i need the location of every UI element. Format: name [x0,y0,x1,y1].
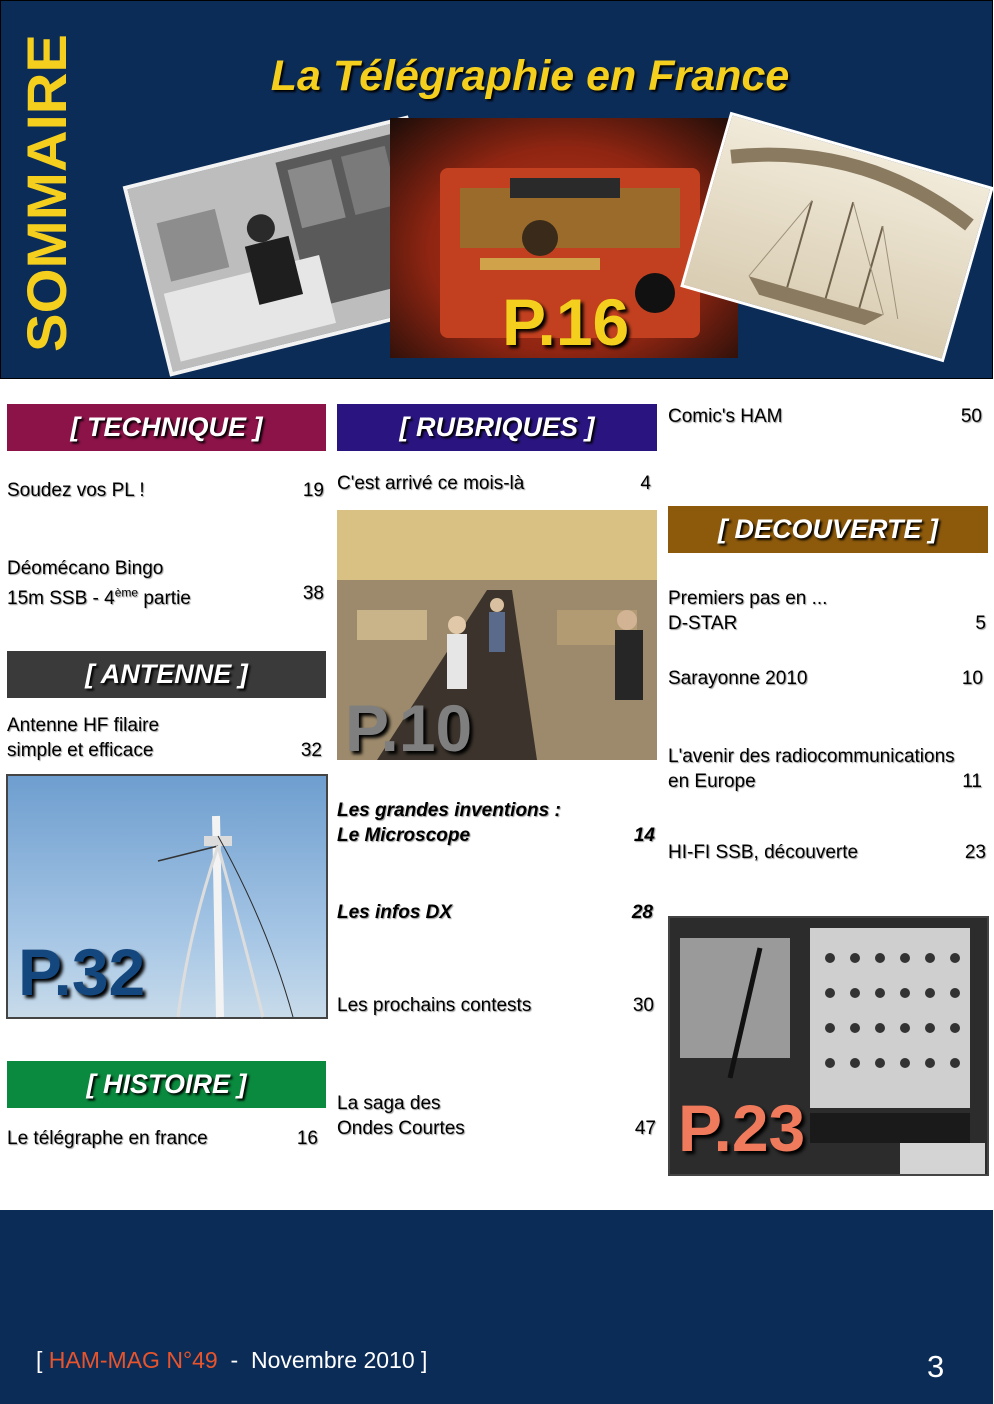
magazine-issue: HAM-MAG N°49 [48,1347,218,1373]
entry-title: C'est arrivé ce mois-là [337,473,525,494]
radio-rack-photo [668,916,989,1176]
entry-title [7,556,191,611]
entry-title: Le télégraphe en france [7,1128,208,1149]
entry-page: 23 [964,842,986,863]
toc-entry[interactable] [668,744,982,794]
entry-title: Les infos DX [337,902,453,923]
entry-title: Premiers pas en ... D-STAR [668,588,828,634]
entry-title: Les prochains contests [337,995,532,1016]
entry-title: Soudez vos PL ! [7,480,145,501]
main-title: La Télégraphie en France [270,52,790,100]
entry-page: 47 [634,1118,656,1139]
entry-page: 11 [962,771,982,792]
decouverte-header: [ DECOUVERTE ] [668,506,988,553]
antenne-page-reference: P.32 [18,935,146,1009]
entry-title: Sarayonne 2010 [668,668,808,689]
entry-title: L'avenir des radiocommunications en Europe [668,746,955,792]
toc-entry[interactable] [337,900,653,925]
radio-fair-hall-photo [337,510,657,765]
toc-entry[interactable] [337,798,655,848]
entry-title: Les grandes inventions : Le Microscope [337,800,561,846]
entry-page: 19 [302,480,324,501]
entry-title: La saga des Ondes Courtes [337,1093,465,1139]
superscript: ème [114,586,139,600]
entry-page: 16 [296,1128,318,1149]
footer-bar [0,1210,993,1404]
histoire-header: [ HISTOIRE ] [7,1061,326,1108]
entry-title: Comic's HAM [668,406,783,427]
entry-page: 14 [633,825,655,846]
title-page-reference: P.16 [502,285,630,359]
rubriques-page-reference: P.10 [345,691,473,765]
toc-entry[interactable] [337,1091,656,1141]
antenna-mast-photo [6,774,328,1019]
entry-title: Antenne HF filaire simple et efficace [7,715,160,761]
toc-entry[interactable] [668,840,986,865]
rubriques-header: [ RUBRIQUES ] [337,404,657,451]
toc-entry[interactable] [7,1126,318,1151]
technique-header: [ TECHNIQUE ] [7,404,326,451]
entry-page: 4 [640,473,651,494]
entry-page: 30 [632,995,654,1016]
sommaire-label [15,30,78,352]
entry-title-line2: 15m SSB - 4ème partie [7,586,191,610]
entry-page: 10 [961,668,983,689]
entry-page: 32 [300,740,322,761]
entry-title-line1: Déomécano Bingo [7,558,164,579]
toc-entry[interactable] [7,478,324,503]
toc-entry[interactable] [668,404,982,429]
sommaire-text: SOMMAIRE [15,44,78,352]
toc-entry[interactable] [337,471,651,496]
antenne-header: [ ANTENNE ] [7,651,326,698]
entry-page: 28 [631,902,653,923]
entry-page: 38 [302,583,324,604]
toc-entry[interactable] [668,586,986,636]
toc-entry[interactable] [668,666,983,691]
toc-entry[interactable] [7,713,322,763]
toc-entry[interactable] [337,993,654,1018]
issue-date: Novembre 2010 [250,1347,415,1373]
footer-issue: [ HAM-MAG N°49 - Novembre 2010 ] [36,1347,428,1373]
decouverte-page-reference: P.23 [678,1091,806,1165]
entry-page: 5 [975,613,986,634]
toc-entry[interactable] [7,556,324,610]
page-number: 3 [927,1349,945,1384]
entry-title: HI-FI SSB, découverte [668,842,859,863]
entry-page: 50 [960,406,982,427]
